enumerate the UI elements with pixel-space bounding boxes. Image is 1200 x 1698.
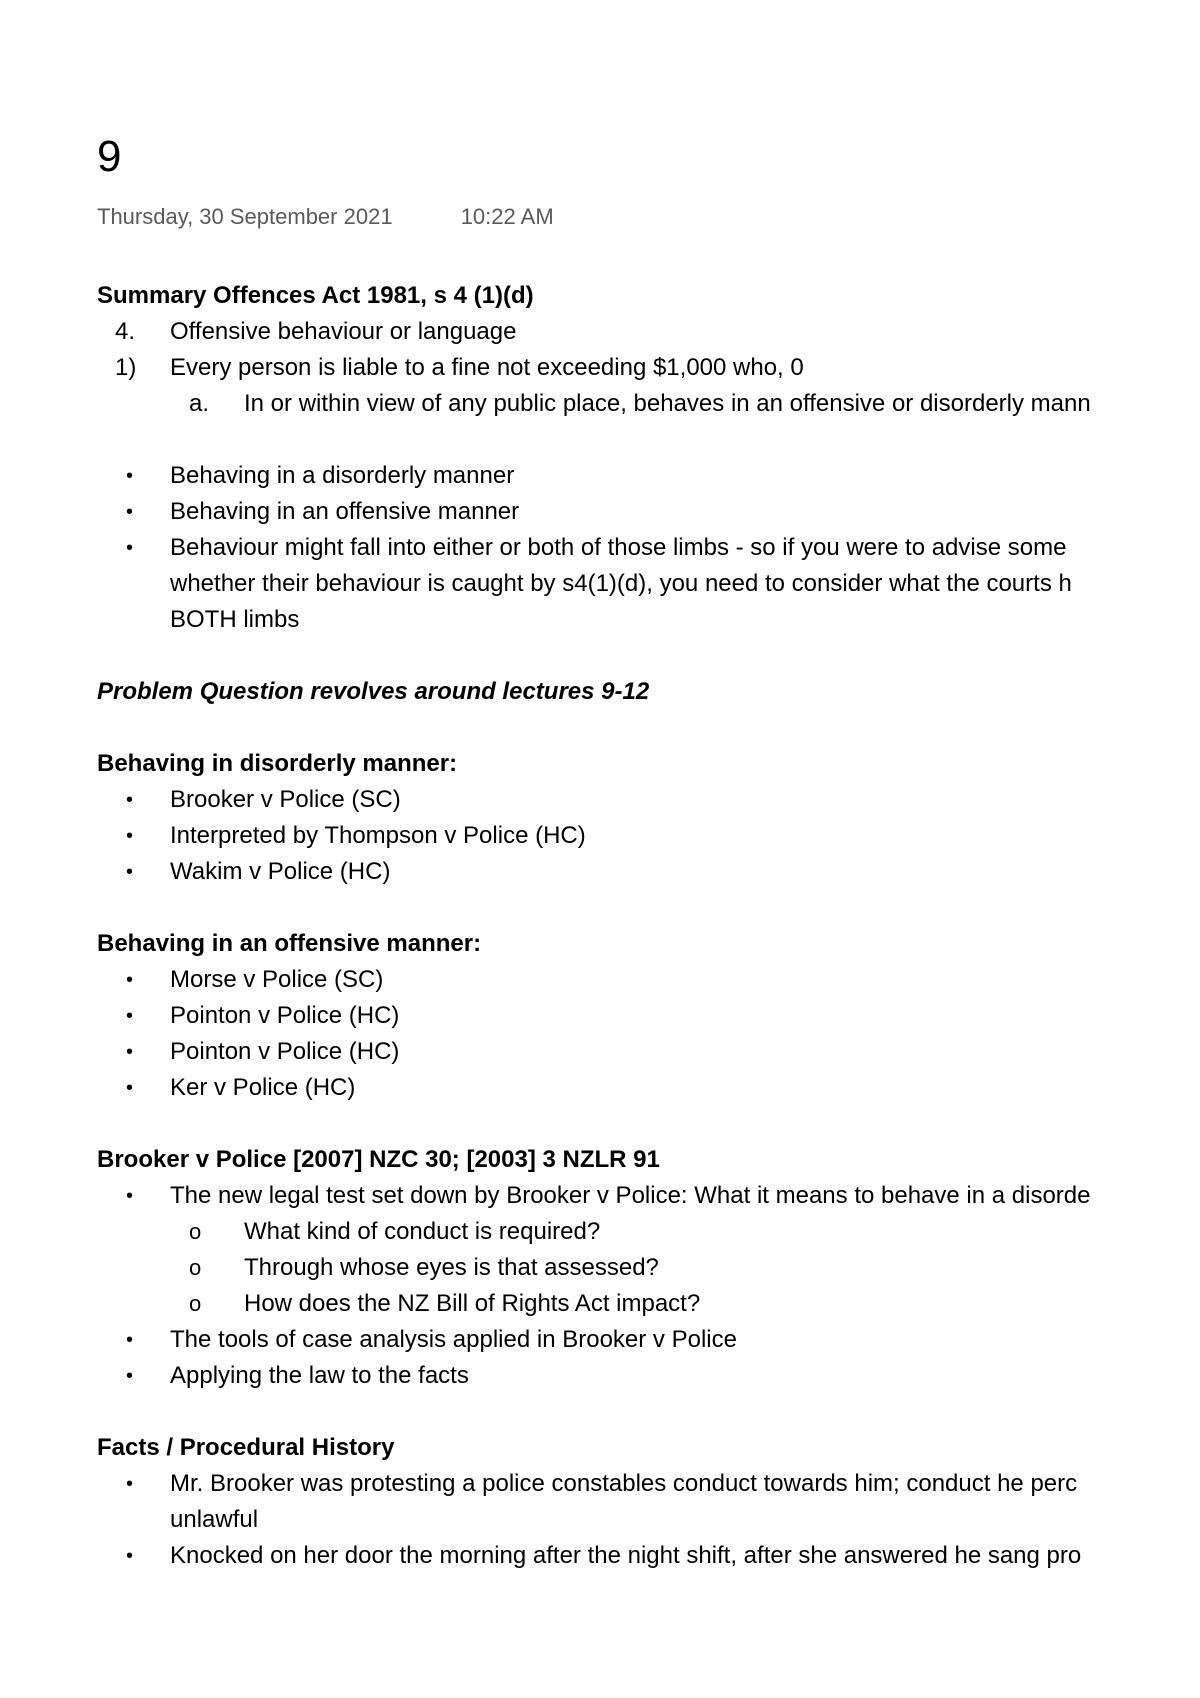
note-body	[97, 278, 1200, 1574]
list-item-text: whether their behaviour is caught by s4(1)(d), you need to consider what the courts h	[170, 570, 1072, 597]
list-item-text: Mr. Brooker was protesting a police constables conduct towards him; conduct he perc	[170, 1470, 1078, 1497]
bullet-icon: •	[126, 861, 134, 883]
list-item	[97, 1466, 1200, 1502]
brooker-heading: Brooker v Police [2007] NZC 30; [2003] 3 NZLR 91	[97, 1146, 660, 1173]
statute-subitem	[97, 386, 1200, 422]
circle-bullet-icon: o	[189, 1219, 202, 1244]
problem-note: Problem Question revolves around lectures 9-12	[97, 678, 650, 705]
page-time: 10:22 AM	[460, 204, 554, 229]
list-item-text: Morse v Police (SC)	[170, 966, 384, 993]
spacer	[97, 710, 1200, 746]
bullet-icon: •	[126, 501, 134, 523]
spacer	[97, 1394, 1200, 1430]
list-item-text: The new legal test set down by Brooker v Police: What it means to behave in a disorde	[170, 1182, 1091, 1209]
list-item-text: How does the NZ Bill of Rights Act impact?	[244, 1290, 701, 1317]
list-item-text: In or within view of any public place, behaves in an offensive or disorderly mann	[244, 390, 1091, 417]
list-item	[97, 1034, 1200, 1070]
page-title: 9	[97, 132, 122, 181]
page-timestamp	[97, 204, 554, 230]
list-item	[97, 494, 1200, 530]
list-item-text: Behaving in an offensive manner	[170, 498, 520, 525]
page-date: Thursday, 30 September 2021	[97, 204, 393, 229]
bullet-icon: •	[126, 825, 134, 847]
list-item	[97, 530, 1200, 566]
list-item-continuation	[97, 566, 1200, 602]
list-item	[97, 1070, 1200, 1106]
circle-bullet-icon: o	[189, 1291, 202, 1316]
list-item-text: Every person is liable to a fine not exceeding $1,000 who, 0	[170, 354, 804, 381]
list-item	[97, 458, 1200, 494]
list-item	[97, 998, 1200, 1034]
list-item-text: Knocked on her door the morning after the night shift, after she answered he sang pro	[170, 1542, 1082, 1569]
list-item-continuation	[97, 602, 1200, 638]
bullet-icon: •	[126, 1365, 134, 1387]
bullet-icon: •	[126, 1005, 134, 1027]
sub-list-item	[97, 1250, 1200, 1286]
bullet-icon: •	[126, 789, 134, 811]
list-item-text: Through whose eyes is that assessed?	[244, 1254, 659, 1281]
spacer	[97, 638, 1200, 674]
bullet-icon: •	[126, 1329, 134, 1351]
list-item-text: Pointon v Police (HC)	[170, 1002, 400, 1029]
list-item-text: Applying the law to the facts	[170, 1362, 469, 1389]
list-item-text: Wakim v Police (HC)	[170, 858, 391, 885]
spacer	[97, 890, 1200, 926]
bullet-icon: •	[126, 537, 134, 559]
list-number: 4.	[115, 318, 136, 345]
statute-item	[97, 314, 1200, 350]
list-item	[97, 1538, 1200, 1574]
list-item-text: What kind of conduct is required?	[244, 1218, 601, 1245]
circle-bullet-icon: o	[189, 1255, 202, 1280]
sub-list-item	[97, 1286, 1200, 1322]
bullet-icon: •	[126, 1077, 134, 1099]
list-item-continuation	[97, 1502, 1200, 1538]
spacer	[97, 1106, 1200, 1142]
list-item	[97, 854, 1200, 890]
facts-heading: Facts / Procedural History	[97, 1434, 395, 1461]
bullet-icon: •	[126, 465, 134, 487]
list-item-text: Brooker v Police (SC)	[170, 786, 401, 813]
offensive-heading: Behaving in an offensive manner:	[97, 930, 482, 957]
list-item-text: Interpreted by Thompson v Police (HC)	[170, 822, 586, 849]
bullet-icon: •	[126, 1041, 134, 1063]
bullet-icon: •	[126, 1545, 134, 1567]
list-letter: a.	[189, 390, 210, 417]
list-item-text: Pointon v Police (HC)	[170, 1038, 400, 1065]
list-item-text: unlawful	[170, 1506, 259, 1533]
list-item	[97, 962, 1200, 998]
list-item-text: BOTH limbs	[170, 606, 300, 633]
list-item-text: Behaving in a disorderly manner	[170, 462, 515, 489]
disorderly-heading: Behaving in disorderly manner:	[97, 750, 458, 777]
spacer	[97, 422, 1200, 458]
list-item	[97, 1178, 1200, 1214]
list-item-text: Ker v Police (HC)	[170, 1074, 356, 1101]
bullet-icon: •	[126, 969, 134, 991]
list-item	[97, 818, 1200, 854]
list-item	[97, 1322, 1200, 1358]
sub-list-item	[97, 1214, 1200, 1250]
statute-item	[97, 350, 1200, 386]
list-item-text: The tools of case analysis applied in Brooker v Police	[170, 1326, 737, 1353]
list-item	[97, 782, 1200, 818]
list-item-text: Offensive behaviour or language	[170, 318, 517, 345]
statute-heading: Summary Offences Act 1981, s 4 (1)(d)	[97, 282, 534, 309]
list-item-text: Behaviour might fall into either or both of those limbs - so if you were to advise some	[170, 534, 1067, 561]
bullet-icon: •	[126, 1473, 134, 1495]
list-number: 1)	[115, 354, 137, 381]
list-item	[97, 1358, 1200, 1394]
bullet-icon: •	[126, 1185, 134, 1207]
